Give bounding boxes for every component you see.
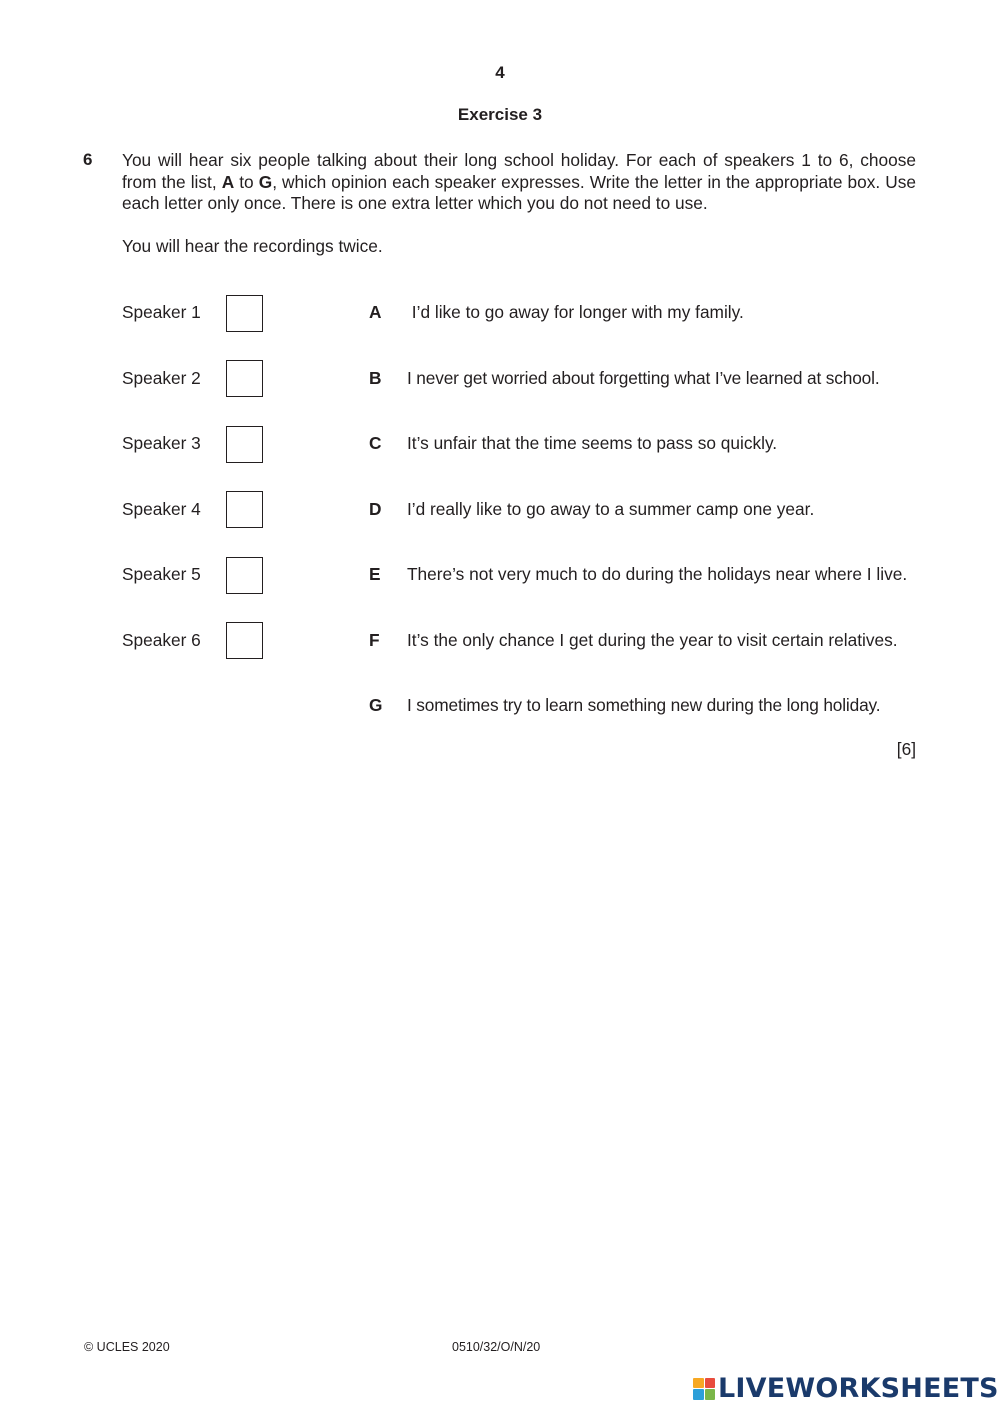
- option-text: It’s the only chance I get during the year to visit certain relatives.: [407, 630, 898, 650]
- question-text-range-end: G: [258, 171, 273, 192]
- speaker-label: Speaker 3: [122, 433, 201, 453]
- option-letter: B: [369, 368, 382, 388]
- speaker-2-answer-box[interactable]: [226, 360, 263, 397]
- question-text: [122, 150, 916, 215]
- marks-total: [6]: [896, 739, 916, 759]
- speaker-label: Speaker 5: [122, 564, 201, 584]
- exercise-title: Exercise 3: [457, 105, 543, 124]
- recording-instruction: You will hear the recordings twice.: [122, 236, 383, 256]
- question-text-part: to: [234, 171, 259, 192]
- footer-copyright: © UCLES 2020: [84, 1340, 170, 1354]
- speaker-label: Speaker 2: [122, 368, 201, 388]
- option-text: I sometimes try to learn something new during the long holiday.: [407, 695, 881, 715]
- option-letter: G: [369, 695, 383, 715]
- liveworksheets-logo-text: LIVEWORKSHEETS: [718, 1373, 999, 1404]
- option-text: I’d like to go away for longer with my family.: [407, 302, 744, 322]
- speaker-6-answer-box[interactable]: [226, 622, 263, 659]
- option-letter: F: [369, 630, 380, 650]
- question-text-part: You will hear six people talking about their long school holiday. For each of speakers 1 to 6, choose from the list,: [122, 150, 916, 192]
- option-text: I never get worried about forgetting what I’ve learned at school.: [407, 368, 880, 388]
- option-letter: C: [369, 433, 382, 453]
- question-text-range-start: A: [221, 171, 235, 192]
- option-letter: E: [369, 564, 381, 584]
- option-text: It’s unfair that the time seems to pass so quickly.: [407, 433, 778, 453]
- logo-tile: [693, 1389, 704, 1400]
- speaker-label: Speaker 4: [122, 499, 201, 519]
- speaker-4-answer-box[interactable]: [226, 491, 263, 528]
- speaker-1-answer-box[interactable]: [226, 295, 263, 332]
- question-number: 6: [83, 150, 93, 169]
- option-letter: A: [369, 302, 382, 322]
- liveworksheets-logo-icon: [693, 1378, 715, 1400]
- footer-paper-code: 0510/32/O/N/20: [452, 1340, 541, 1354]
- option-text: There’s not very much to do during the holidays near where I live.: [407, 564, 908, 584]
- question-text-part: , which opinion each speaker expresses. Write the letter in the appropriate box. Use each letter only once. There is one extra letter which you do not need to use.: [122, 171, 916, 214]
- speaker-label: Speaker 1: [122, 302, 201, 322]
- option-text: I’d really like to go away to a summer camp one year.: [407, 499, 815, 519]
- speaker-5-answer-box[interactable]: [226, 557, 263, 594]
- logo-tile: [705, 1378, 716, 1389]
- page-number: 4: [495, 63, 505, 82]
- option-letter: D: [369, 499, 382, 519]
- logo-tile: [705, 1389, 716, 1400]
- speaker-label: Speaker 6: [122, 630, 201, 650]
- speaker-3-answer-box[interactable]: [226, 426, 263, 463]
- logo-tile: [693, 1378, 704, 1389]
- liveworksheets-logo[interactable]: [693, 1373, 999, 1404]
